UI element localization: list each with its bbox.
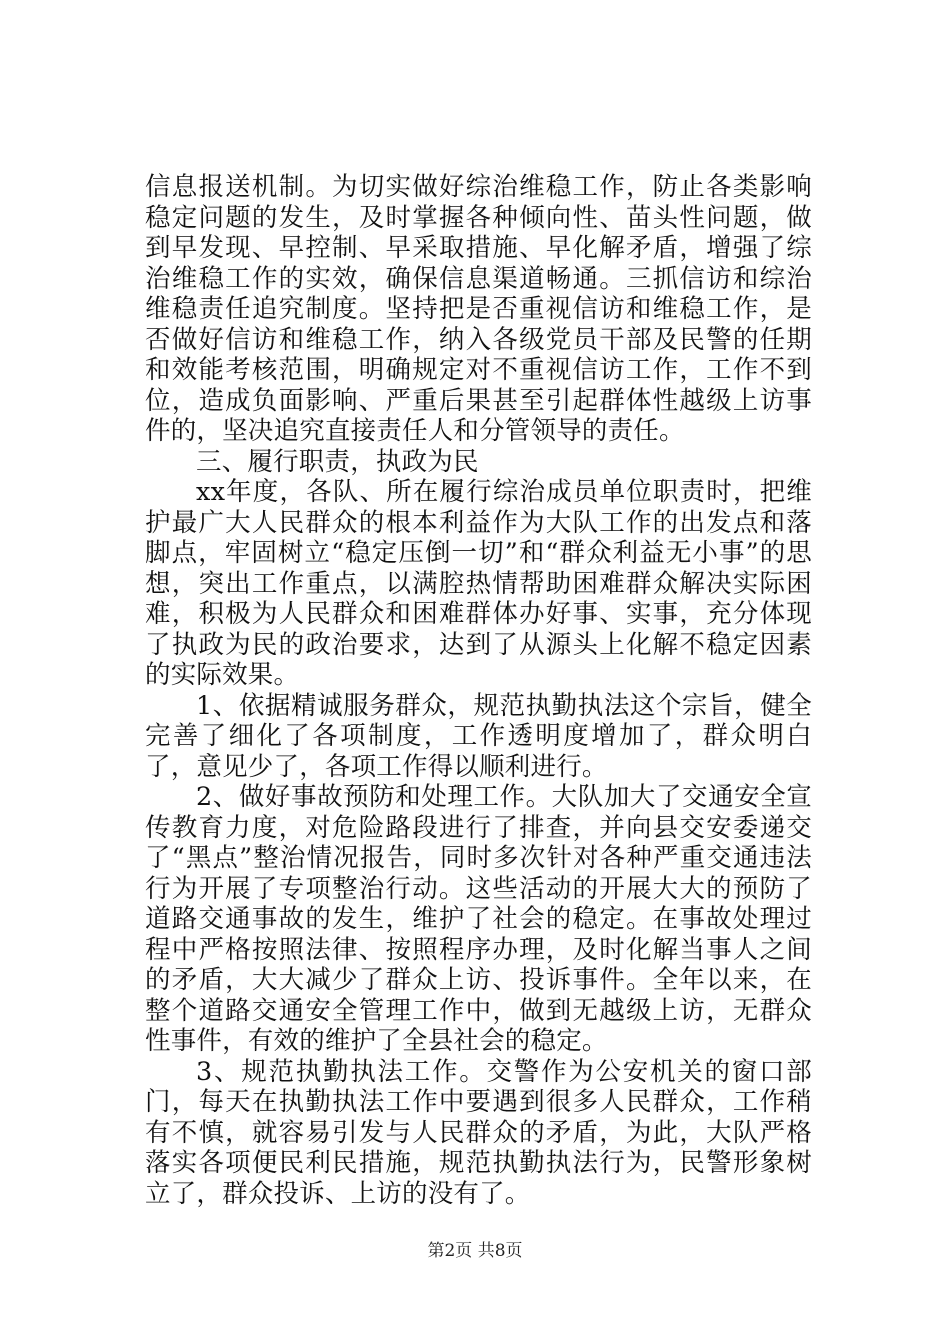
paragraph-item-2: 2、做好事故预防和处理工作。大队加大了交通安全宣传教育力度，对危险路段进行了排查，并向县交安委递交了“黑点”整治情况报告，同时多次针对各种严重交通违法行为开展了专项整治行动。这些活动的开展大大的预防了道路交通事故的发生，维护了社会的稳定。在事故处理过程中严格按照法律、按照程序办理，及时化解当事人之间的矛盾，大大减少了群众上访、投诉事件。全年以来，在整个道路交通安全管理工作中，做到无越级上访，无群众性事件，有效的维护了全县社会的稳定。 [145, 782, 812, 1056]
paragraph-year-summary: xx年度，各队、所在履行综治成员单位职责时，把维护最广大人民群众的根本利益作为大队工作的出发点和落脚点，牢固树立“稳定压倒一切”和“群众利益无小事”的思想，突出工作重点，以满腔热情帮助困难群众解决实际困难，积极为人民群众和困难群体办好事、实事，充分体现了执政为民的政治要求，达到了从源头上化解不稳定因素的实际效果。 [145, 477, 812, 690]
paragraph-item-3: 3、规范执勤执法工作。交警作为公安机关的窗口部门，每天在执勤执法工作中要遇到很多人民群众，工作稍有不慎，就容易引发与人民群众的矛盾，为此，大队严格落实各项便民利民措施，规范执勤执法行为，民警形象树立了，群众投诉、上访的没有了。 [145, 1056, 812, 1209]
document-body [145, 172, 812, 1209]
paragraph-continuation: 信息报送机制。为切实做好综治维稳工作，防止各类影响稳定问题的发生，及时掌握各种倾向性、苗头性问题，做到早发现、早控制、早采取措施、早化解矛盾，增强了综治维稳工作的实效，确保信息渠道畅通。三抓信访和综治维稳责任追究制度。坚持把是否重视信访和维稳工作，是否做好信访和维稳工作，纳入各级党员干部及民警的任期和效能考核范围，明确规定对不重视信访工作，工作不到位，造成负面影响、严重后果甚至引起群体性越级上访事件的，坚决追究直接责任人和分管领导的责任。 [145, 172, 812, 446]
paragraph-item-1: 1、依据精诚服务群众，规范执勤执法这个宗旨，健全完善了细化了各项制度，工作透明度增加了，群众明白了，意见少了，各项工作得以顺利进行。 [145, 690, 812, 782]
section-heading: 三、履行职责，执政为民 [196, 446, 479, 477]
page-footer: 第2页 共8页 [427, 1241, 523, 1261]
